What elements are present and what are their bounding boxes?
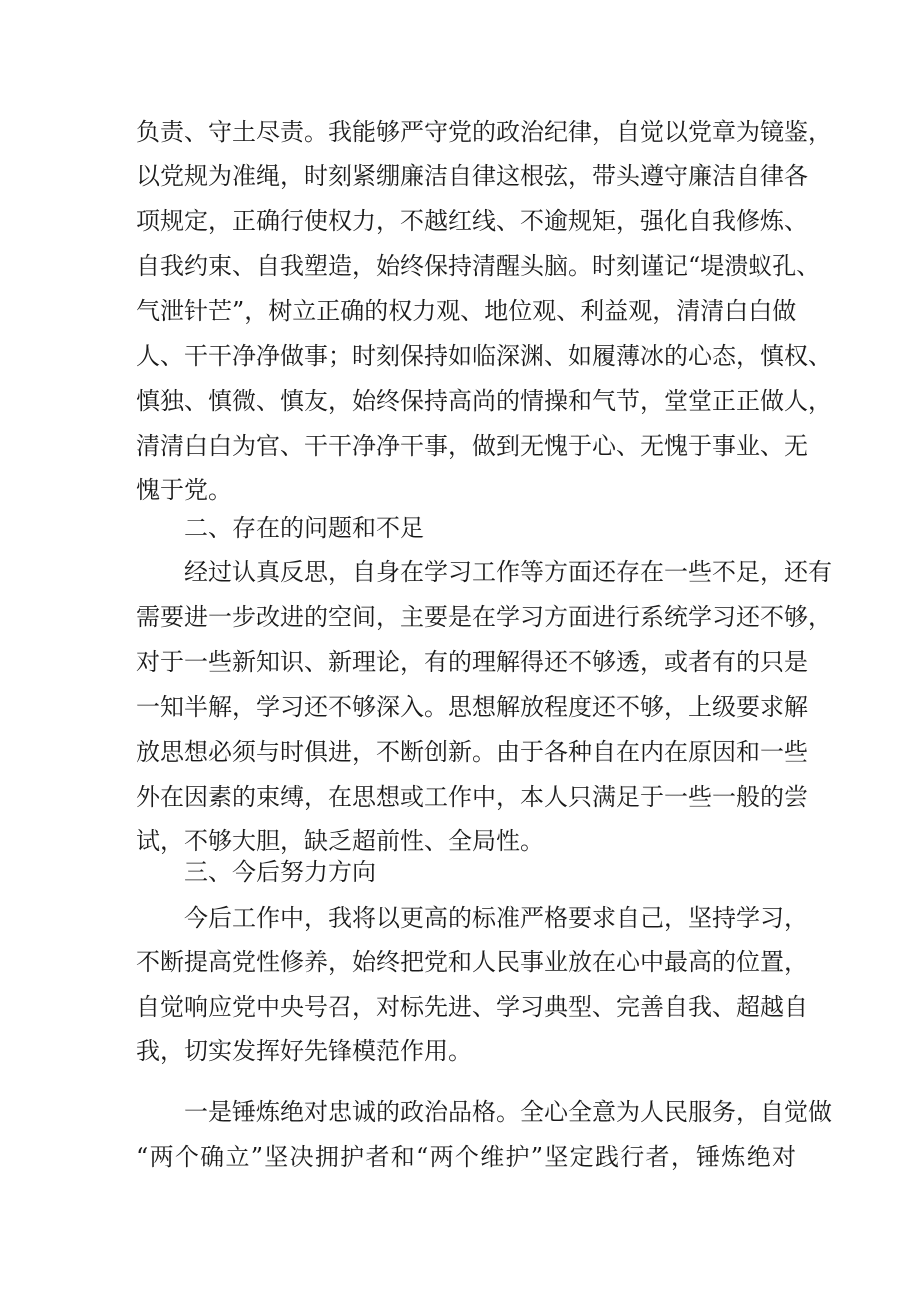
body-line: 人、干干净净做事；时刻保持如临深渊、如履薄冰的心态，慎权、 (136, 342, 832, 370)
section-heading-problems: 二、存在的问题和不足 (184, 514, 424, 542)
body-line: 自我约束、自我塑造，始终保持清醒头脑。时刻谨记“堤溃蚁孔、 (136, 252, 821, 280)
section-heading-direction: 三、今后努力方向 (184, 858, 376, 886)
body-line: 试，不够大胆，缺乏超前性、全局性。 (136, 827, 544, 855)
body-line: 气泄针芒”，树立正确的权力观、地位观、利益观，清清白白做 (136, 297, 797, 325)
body-line: 需要进一步改进的空间，主要是在学习方面进行系统学习还不够， (136, 603, 832, 631)
body-line: 慎独、慎微、慎友，始终保持高尚的情操和气节，堂堂正正做人， (136, 387, 832, 415)
body-line: 外在因素的束缚，在思想或工作中，本人只满足于一些一般的尝 (136, 783, 808, 811)
body-line: 我，切实发挥好先锋模范作用。 (136, 1037, 472, 1065)
body-line: 不断提高党性修养，始终把党和人民事业放在心中最高的位置， (136, 948, 808, 976)
body-line: 自觉响应党中央号召，对标先进、学习典型、完善自我、超越自 (136, 993, 808, 1021)
body-line: 经过认真反思，自身在学习工作等方面还存在一些不足，还有 (184, 558, 832, 586)
body-line: 项规定，正确行使权力，不越红线、不逾规矩，强化自我修炼、 (136, 207, 808, 235)
body-line: “两个确立”坚决拥护者和“两个维护”坚定践行者，锤炼绝对 (136, 1143, 796, 1171)
body-line: 清清白白为官、干干净净干事，做到无愧于心、无愧于事业、无 (136, 432, 808, 460)
body-line: 一知半解，学习还不够深入。思想解放程度还不够，上级要求解 (136, 693, 808, 721)
body-line: 放思想必须与时俱进，不断创新。由于各种自在内在原因和一些 (136, 738, 808, 766)
body-line: 今后工作中，我将以更高的标准严格要求自己，坚持学习， (184, 904, 808, 932)
body-line: 一是锤炼绝对忠诚的政治品格。全心全意为人民服务，自觉做 (184, 1098, 832, 1126)
body-line: 负责、守土尽责。我能够严守党的政治纪律，自觉以党章为镜鉴， (136, 118, 832, 146)
body-line: 对于一些新知识、新理论，有的理解得还不够透，或者有的只是 (136, 648, 808, 676)
body-line: 以党规为准绳，时刻紧绷廉洁自律这根弦，带头遵守廉洁自律各 (136, 162, 808, 190)
body-line: 愧于党。 (136, 476, 232, 504)
